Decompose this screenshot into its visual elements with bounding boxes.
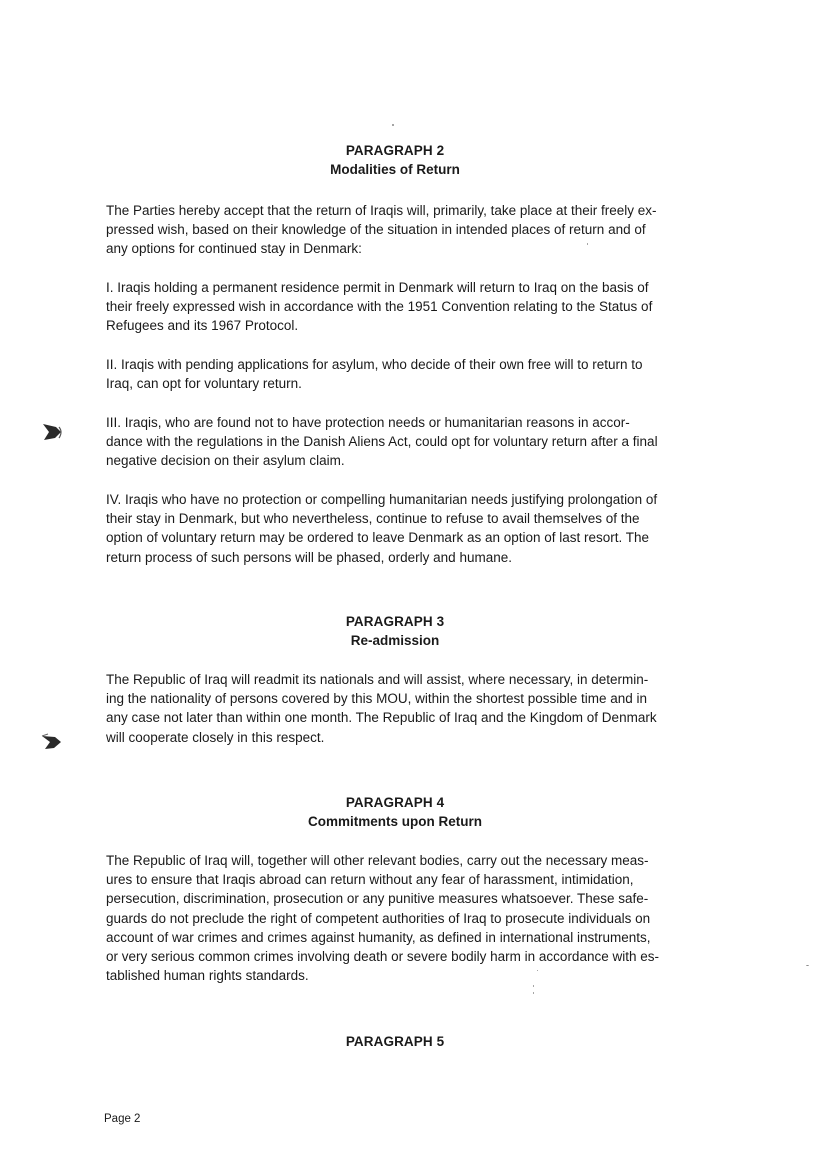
paragraph-readmission	[106, 670, 686, 747]
text-line: pressed wish, based on their knowledge of the situation in intended places of return and of	[106, 222, 646, 238]
paragraph-item-i	[106, 278, 686, 336]
text-line: III. Iraqis, who are found not to have protection needs or humanitarian reasons in accor-	[106, 415, 630, 430]
paragraph-item-ii	[106, 355, 686, 393]
text-line: guards do not preclude the right of competent authorities of Iraq to prosecute individuals on	[106, 910, 651, 926]
text-line: ing the nationality of persons covered by this MOU, within the shortest possible time and in	[106, 691, 648, 707]
paragraph-item-iv	[106, 490, 686, 567]
text-line: IV. Iraqis who have no protection or compelling humanitarian needs justifying prolongation of	[106, 492, 658, 507]
scan-speck	[533, 985, 534, 987]
paragraph-commitments	[106, 851, 686, 985]
text-line: Refugees and its 1967 Protocol.	[106, 318, 299, 334]
section-number: PARAGRAPH 3	[345, 614, 445, 629]
section-heading-paragraph-5	[0, 1032, 790, 1051]
section-heading-paragraph-4	[0, 793, 790, 831]
scan-speck	[587, 243, 588, 245]
text-line: option of voluntary return may be ordered to leave Denmark as an option of last resort. The	[106, 530, 650, 546]
section-number: PARAGRAPH 2	[345, 143, 445, 158]
margin-mark-icon	[40, 731, 64, 753]
text-line: II. Iraqis with pending applications for asylum, who decide of their own free will to return to	[106, 357, 643, 372]
text-line: dance with the regulations in the Danish Aliens Act, could opt for voluntary return after a final	[106, 434, 658, 450]
text-line: their freely expressed wish in accordance with the 1951 Convention relating to the Status of	[106, 299, 653, 315]
text-line: their stay in Denmark, but who nevertheless, continue to refuse to avail themselves of the	[106, 511, 640, 527]
text-line: any case not later than within one month. The Republic of Iraq and the Kingdom of Denmark	[106, 710, 657, 726]
section-heading-paragraph-3	[0, 612, 790, 650]
text-line: tablished human rights standards.	[106, 968, 309, 984]
section-title: Re-admission	[350, 633, 440, 648]
paragraph-intro	[106, 201, 686, 259]
text-line: negative decision on their asylum claim.	[106, 453, 345, 469]
text-line: I. Iraqis holding a permanent residence permit in Denmark will return to Iraq on the basis of	[106, 280, 649, 295]
text-line: ures to ensure that Iraqis abroad can return without any fear of harassment, intimidation,	[106, 872, 634, 888]
text-line: The Parties hereby accept that the return of Iraqis will, primarily, take place at their freely ex-	[106, 203, 657, 218]
text-line: return process of such persons will be phased, orderly and humane.	[106, 549, 512, 565]
scan-speck	[806, 965, 809, 966]
margin-mark-icon	[40, 421, 64, 443]
text-line: Iraq, can opt for voluntary return.	[106, 376, 302, 392]
section-title: Modalities of Return	[330, 162, 460, 177]
section-heading-paragraph-2	[0, 141, 790, 179]
scan-speck	[392, 124, 394, 126]
text-line: or very serious common crimes involving death or severe bodily harm in accordance with es-	[106, 949, 659, 965]
section-title: Commitments upon Return	[308, 814, 482, 829]
scan-speck	[533, 992, 534, 994]
section-number: PARAGRAPH 5	[345, 1034, 445, 1049]
text-line: account of war crimes and crimes against humanity, as defined in international instruments,	[106, 929, 651, 945]
paragraph-item-iii	[106, 413, 686, 471]
page-number: Page 2	[104, 1113, 141, 1125]
text-line: any options for continued stay in Denmark:	[106, 241, 362, 257]
scan-speck	[537, 970, 538, 971]
text-line: persecution, discrimination, prosecution or any punitive measures whatsoever. These safe-	[106, 891, 649, 907]
text-line: The Republic of Iraq will, together will other relevant bodies, carry out the necessary meas-	[106, 853, 649, 868]
text-line: will cooperate closely in this respect.	[106, 729, 325, 745]
text-line: The Republic of Iraq will readmit its nationals and will assist, where necessary, in determin-	[106, 672, 649, 687]
section-number: PARAGRAPH 4	[345, 795, 445, 810]
